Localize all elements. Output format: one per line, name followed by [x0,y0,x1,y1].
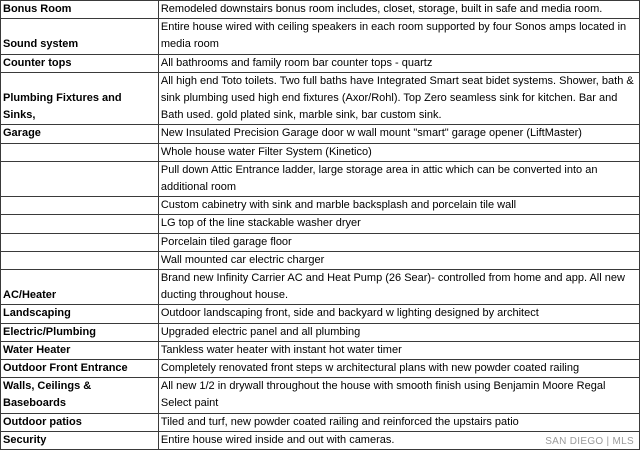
feature-category-cell [1,143,159,161]
feature-category-cell: Water Heater [1,341,159,359]
table-row [1,341,640,359]
feature-description-cell: All high end Toto toilets. Two full baths have Integrated Smart seat bidet systems. Shower, bath & sink plumbing used high end fixtures (Axor/Rohl). Top Zero seamless sink for kitchen. Bar and Bath used. gold plated sink, marble sink, bar custom sink. [158,72,639,125]
feature-category-cell [1,161,159,196]
feature-description-cell: Tiled and turf, new powder coated railing and reinforced the upstairs patio [158,413,639,431]
table-row [1,251,640,269]
feature-description-cell: Wall mounted car electric charger [158,251,639,269]
feature-description-cell: Upgraded electric panel and all plumbing [158,323,639,341]
features-table-body [1,1,640,450]
table-row [1,305,640,323]
feature-description-cell: New Insulated Precision Garage door w wall mount "smart" garage opener (LiftMaster) [158,125,639,143]
table-row [1,1,640,19]
table-row [1,360,640,378]
feature-description-cell: All new 1/2 in drywall throughout the house with smooth finish using Benjamin Moore Regal Select paint [158,378,639,413]
feature-category-cell: Walls, Ceilings & Baseboards [1,378,159,413]
feature-category-cell: Outdoor patios [1,413,159,431]
feature-category-cell: Sound system [1,19,159,54]
feature-category-cell: Security [1,431,159,449]
table-row [1,233,640,251]
table-row [1,54,640,72]
table-row [1,378,640,413]
feature-description-cell: LG top of the line stackable washer dryer [158,215,639,233]
feature-category-cell [1,251,159,269]
feature-category-cell [1,233,159,251]
feature-description-cell: Completely renovated front steps w architectural plans with new powder coated railing [158,360,639,378]
feature-category-cell: Bonus Room [1,1,159,19]
feature-category-cell: Outdoor Front Entrance [1,360,159,378]
mls-watermark: SAN DIEGO | MLS [545,436,634,447]
table-row [1,270,640,305]
feature-category-cell: Electric/Plumbing [1,323,159,341]
feature-category-cell: AC/Heater [1,270,159,305]
feature-category-cell: Counter tops [1,54,159,72]
table-row [1,161,640,196]
table-row [1,19,640,54]
feature-description-cell: Porcelain tiled garage floor [158,233,639,251]
table-row [1,143,640,161]
table-row [1,197,640,215]
feature-category-cell: Garage [1,125,159,143]
feature-description-cell: All bathrooms and family room bar counter tops - quartz [158,54,639,72]
table-row [1,215,640,233]
feature-description-cell: Custom cabinetry with sink and marble backsplash and porcelain tile wall [158,197,639,215]
feature-category-cell [1,215,159,233]
feature-description-cell: Whole house water Filter System (Kinetico) [158,143,639,161]
feature-description-cell: Entire house wired with ceiling speakers in each room supported by four Sonos amps located in media room [158,19,639,54]
feature-description-cell: Remodeled downstairs bonus room includes, closet, storage, built in safe and media room. [158,1,639,19]
feature-description-cell: Entire house wired inside and out with cameras. [158,431,639,449]
feature-category-cell: Plumbing Fixtures and Sinks, [1,72,159,125]
feature-description-cell: Brand new Infinity Carrier AC and Heat Pump (26 Sear)- controlled from home and app. All new ducting throughout house. [158,270,639,305]
table-row [1,72,640,125]
feature-category-cell: Landscaping [1,305,159,323]
table-row [1,323,640,341]
table-row [1,125,640,143]
table-row [1,431,640,449]
feature-description-cell: Outdoor landscaping front, side and backyard w lighting designed by architect [158,305,639,323]
table-row [1,413,640,431]
feature-category-cell [1,197,159,215]
feature-description-cell: Tankless water heater with instant hot water timer [158,341,639,359]
feature-description-cell: Pull down Attic Entrance ladder, large storage area in attic which can be converted into an additional room [158,161,639,196]
